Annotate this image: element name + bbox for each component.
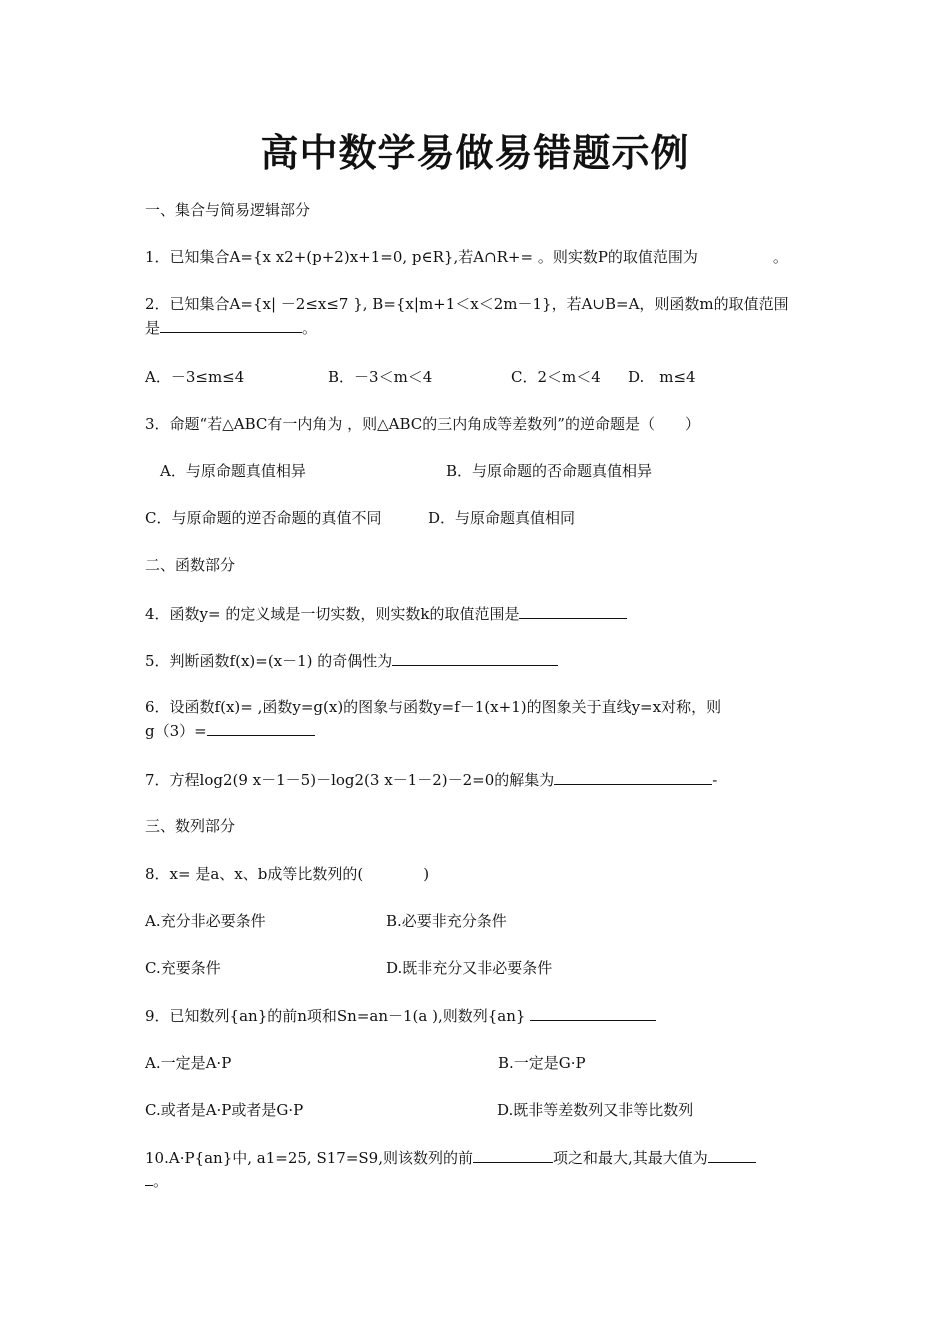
answer-blank xyxy=(554,768,712,785)
q9-option-b: B.一定是G·P xyxy=(498,1054,586,1072)
q8-option-a: A.充分非必要条件 xyxy=(145,912,266,930)
q8-option-d: D.既非充分又非必要条件 xyxy=(386,959,553,977)
question-6-line1: 6．设函数f(x)= ,函数y=g(x)的图象与函数y=f－1(x+1)的图象关于直线y=x对称，则 xyxy=(145,698,722,716)
q9-option-d: D.既非等差数列又非等比数列 xyxy=(497,1101,694,1119)
question-4 xyxy=(145,602,627,625)
q2-option-c: C．2＜m＜4 xyxy=(511,368,601,386)
q3-option-a: A．与原命题真值相异 xyxy=(160,462,306,480)
q9-option-a: A.一定是A·P xyxy=(145,1054,232,1072)
question-10-suffix: 。 xyxy=(153,1172,169,1190)
question-5 xyxy=(145,649,558,672)
q2-option-a: A．－3≤m≤4 xyxy=(145,368,245,386)
q2-option-d: D. m≤4 xyxy=(628,368,696,386)
question-2-suffix: 。 xyxy=(302,319,318,337)
q2-option-b: B．－3＜m＜4 xyxy=(328,368,433,386)
q8-option-b: B.必要非充分条件 xyxy=(386,912,507,930)
question-8: 8．x= 是a、x、b成等比数列的( ) xyxy=(145,865,430,883)
question-7-tail: - xyxy=(712,771,718,789)
question-10-text-a: 10.A·P{an}中, a1=25, S17=S9,则该数列的前 xyxy=(145,1149,473,1167)
question-2-prefix: 是 xyxy=(145,319,161,337)
answer-blank xyxy=(160,316,302,333)
question-9-text: 9．已知数列{an}的前n项和Sn=an－1(a ),则数列{an} xyxy=(145,1007,526,1025)
answer-blank xyxy=(392,649,558,666)
answer-blank xyxy=(530,1004,656,1021)
question-9 xyxy=(145,1004,656,1027)
question-5-text: 5．判断函数f(x)=(x－1) 的奇偶性为 xyxy=(145,652,393,670)
section-heading-3: 三、数列部分 xyxy=(145,817,236,835)
q3-option-d: D．与原命题真值相同 xyxy=(428,509,576,527)
question-10-line2 xyxy=(145,1169,168,1192)
question-2-line2 xyxy=(145,316,317,339)
question-7-text: 7．方程log2(9 x－1－5)－log2(3 x－1－2)－2=0的解集为 xyxy=(145,771,555,789)
question-7 xyxy=(145,768,717,791)
question-10-text-b: 项之和最大,其最大值为 xyxy=(552,1149,708,1167)
question-2-line1: 2．已知集合A={x| －2≤x≤7 }, B={x|m+1＜x＜2m－1}，若A∪B=A，则函数m的取值范围 xyxy=(145,295,789,313)
question-6-text: g（3）= xyxy=(145,722,207,740)
question-10-line1 xyxy=(145,1146,756,1169)
answer-blank xyxy=(473,1146,553,1163)
answer-blank xyxy=(207,719,315,736)
question-6-line2 xyxy=(145,719,315,742)
question-4-text: 4．函数y= 的定义域是一切实数，则实数k的取值范围是 xyxy=(145,605,520,623)
question-3: 3．命题“若△ABC有一内角为 ，则△ABC的三内角成等差数列”的逆命题是（ ） xyxy=(145,415,700,433)
question-1: 1．已知集合A={x x2+(p+2)x+1=0, p∈R},若A∩R+= 。则实数P的取值范围为 。 xyxy=(145,248,788,266)
q3-option-c: C．与原命题的逆否命题的真值不同 xyxy=(145,509,382,527)
section-heading-2: 二、函数部分 xyxy=(145,556,236,574)
answer-blank xyxy=(145,1169,153,1186)
answer-blank xyxy=(519,602,627,619)
page-title: 高中数学易做易错题示例 xyxy=(260,130,690,175)
q3-option-b: B．与原命题的否命题真值相异 xyxy=(446,462,653,480)
q8-option-c: C.充要条件 xyxy=(145,959,221,977)
answer-blank xyxy=(708,1146,756,1163)
q9-option-c: C.或者是A·P或者是G·P xyxy=(145,1101,304,1119)
section-heading-1: 一、集合与简易逻辑部分 xyxy=(145,201,311,219)
